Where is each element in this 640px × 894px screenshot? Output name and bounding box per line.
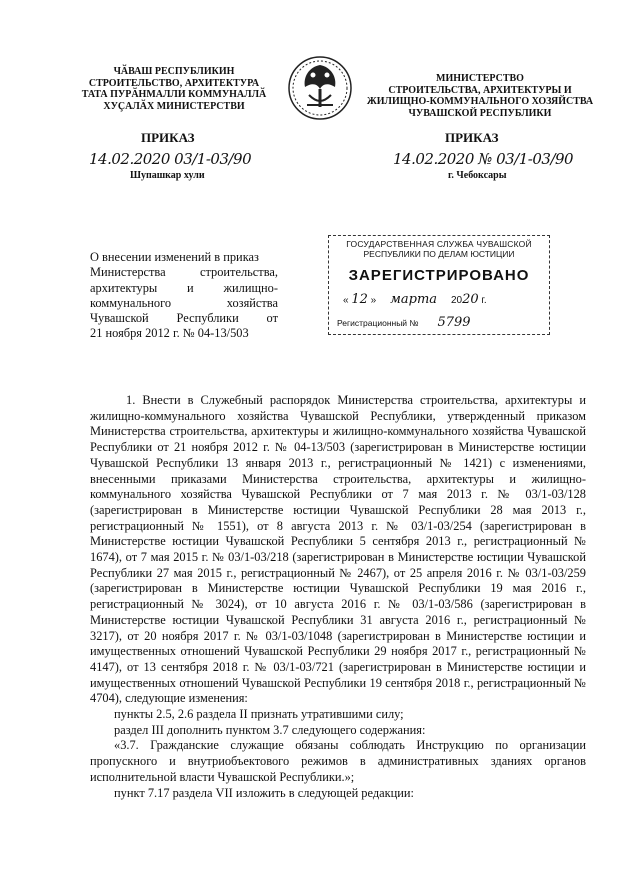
header-left-line-4: ХУҪАЛӐХ МИНИСТЕРСТВИ xyxy=(103,100,245,112)
subject-line-2: Министерства строительства, xyxy=(90,265,278,280)
place-left: Шупашкар хули xyxy=(130,170,205,181)
subject-line-3: архитектуры и жилищно- xyxy=(90,280,278,295)
header-right-org xyxy=(360,73,600,119)
subject-line-6: 21 ноября 2012 г. № 04-13/503 xyxy=(90,326,249,341)
emblem xyxy=(287,55,353,121)
body-paragraph-1: 1. Внести в Служебный распорядок Министерства строительства, архитектуры и жилищно-коммунального хозяйства Чувашской Республики, утвержденный приказом Министерства строительства, архитектуры и жилищно-коммунального хозяйства Чувашской Республики от 21 ноября 2012 г. № 04-13/503 (зарегистрирован в Министерстве юстиции Чувашской Республики 13 января 2013 г., регистрационный № 1421) с изменениями, внесенными приказами Министерства строительства, архитектуры и жилищно-коммунального хозяйства Чувашской Республики от 7 мая 2013 г. № 03/1-03/128 (зарегистрирован в Министерстве юстиции Чувашской Республики 28 мая 2013 г., регистрационный № 1551), от 8 августа 2013 г. № 03/1-03/254 (зарегистрирован в Министерстве юстиции Чувашской Республики 5 сентября 2013 г., регистрационный № 1674), от 7 мая 2015 г. № 03/1-03/218 (зарегистрирован в Министерстве юстиции Чувашской Республики 27 мая 2015 г., регистрационный № 2467), от 25 апреля 2016 г. № 03/1-03/259 (зарегистрирован в Министерстве юстиции Чувашской Республики 19 мая 2016 г., регистрационный № 3024), от 10 августа 2016 г. № 03/1-03/586 (зарегистрирован в Министерстве юстиции Чувашской Республики 31 августа 2016 г., регистрационный № 3217), от 20 ноября 2017 г. № 03/1-03/1048 (зарегистрирован в Министерстве юстиции и имущественных отношений Чувашской Республики 29 ноября 2017 г., регистрационный № 4147), от 13 сентября 2018 г. № 03/1-03/721 (зарегистрирован в Министерстве юстиции и имущественных отношений Чувашской Республики 19 сентября 2018 г., регистрационный № 4704), следующие изменения: xyxy=(90,393,586,706)
subject-line-1: О внесении изменений в приказ xyxy=(90,250,259,264)
prikaz-title-right: ПРИКАЗ xyxy=(445,130,499,145)
stamp-line-2: РЕСПУБЛИКИ ПО ДЕЛАМ ЮСТИЦИИ xyxy=(363,249,515,259)
stamp-year-unit: г. xyxy=(481,295,487,306)
header-right-line-1: МИНИСТЕРСТВО xyxy=(436,73,524,84)
stamp-year-prefix: 20 xyxy=(450,295,463,306)
header-right-line-4: ЧУВАШСКОЙ РЕСПУБЛИКИ xyxy=(408,107,552,119)
stamp-number-row xyxy=(337,315,549,330)
stamp-number-label: Регистрационный № xyxy=(337,318,419,328)
document-body xyxy=(90,393,586,801)
document-subject xyxy=(90,250,278,342)
emblem-icon xyxy=(287,55,353,121)
stamp-line-1: ГОСУДАРСТВЕННАЯ СЛУЖБА ЧУВАШСКОЙ xyxy=(346,239,532,249)
stamp-registered: ЗАРЕГИСТРИРОВАНО xyxy=(348,267,530,284)
header-left-org xyxy=(64,66,284,112)
header-right-line-3: ЖИЛИЩНО-КОММУНАЛЬНОГО ХОЗЯЙСТВА xyxy=(366,96,594,107)
subject-line-4: коммунального хозяйства xyxy=(90,295,278,310)
body-paragraph-4: «3.7. Гражданские служащие обязаны соблюдать Инструкцию по организации пропускного и внутриобъектового режимов в административных зданиях органов исполнительной власти Чувашской Республики.»; xyxy=(90,738,586,784)
subject-line-5: Чувашской Республики от xyxy=(90,311,278,326)
handwritten-date-left: 14.02.2020 03/1-03/90 xyxy=(89,150,252,168)
stamp-day: 12 xyxy=(351,292,368,307)
body-paragraph-3: раздел III дополнить пунктом 3.7 следующего содержания: xyxy=(114,722,426,737)
stamp-year-suffix: 20 xyxy=(462,292,479,307)
body-paragraph-2: пункты 2.5, 2.6 раздела II признать утратившими силу; xyxy=(114,707,404,722)
place-right: г. Чебоксары xyxy=(448,170,507,181)
stamp-number: 5799 xyxy=(437,315,471,330)
header-left-line-3: ТАТА ПУРӐНМАЛЛИ КОММУНАЛЛӐ xyxy=(81,89,267,100)
header-left-line-1: ЧӐВАШ РЕСПУБЛИКИН xyxy=(113,66,235,77)
prikaz-title-left: ПРИКАЗ xyxy=(141,130,195,145)
stamp-month: марта xyxy=(390,292,438,307)
stamp-date: « 12 » марта 2020 г. xyxy=(343,292,487,307)
header-left-line-2: СТРОИТЕЛЬСТВО, АРХИТЕКТУРА xyxy=(88,77,260,89)
header-right-line-2: СТРОИТЕЛЬСТВА, АРХИТЕКТУРЫ И xyxy=(388,84,572,96)
body-paragraph-5: пункт 7.17 раздела VII изложить в следующей редакции: xyxy=(114,785,414,800)
registration-stamp xyxy=(328,235,550,335)
handwritten-date-right: 14.02.2020 № 03/1-03/90 xyxy=(393,150,574,168)
